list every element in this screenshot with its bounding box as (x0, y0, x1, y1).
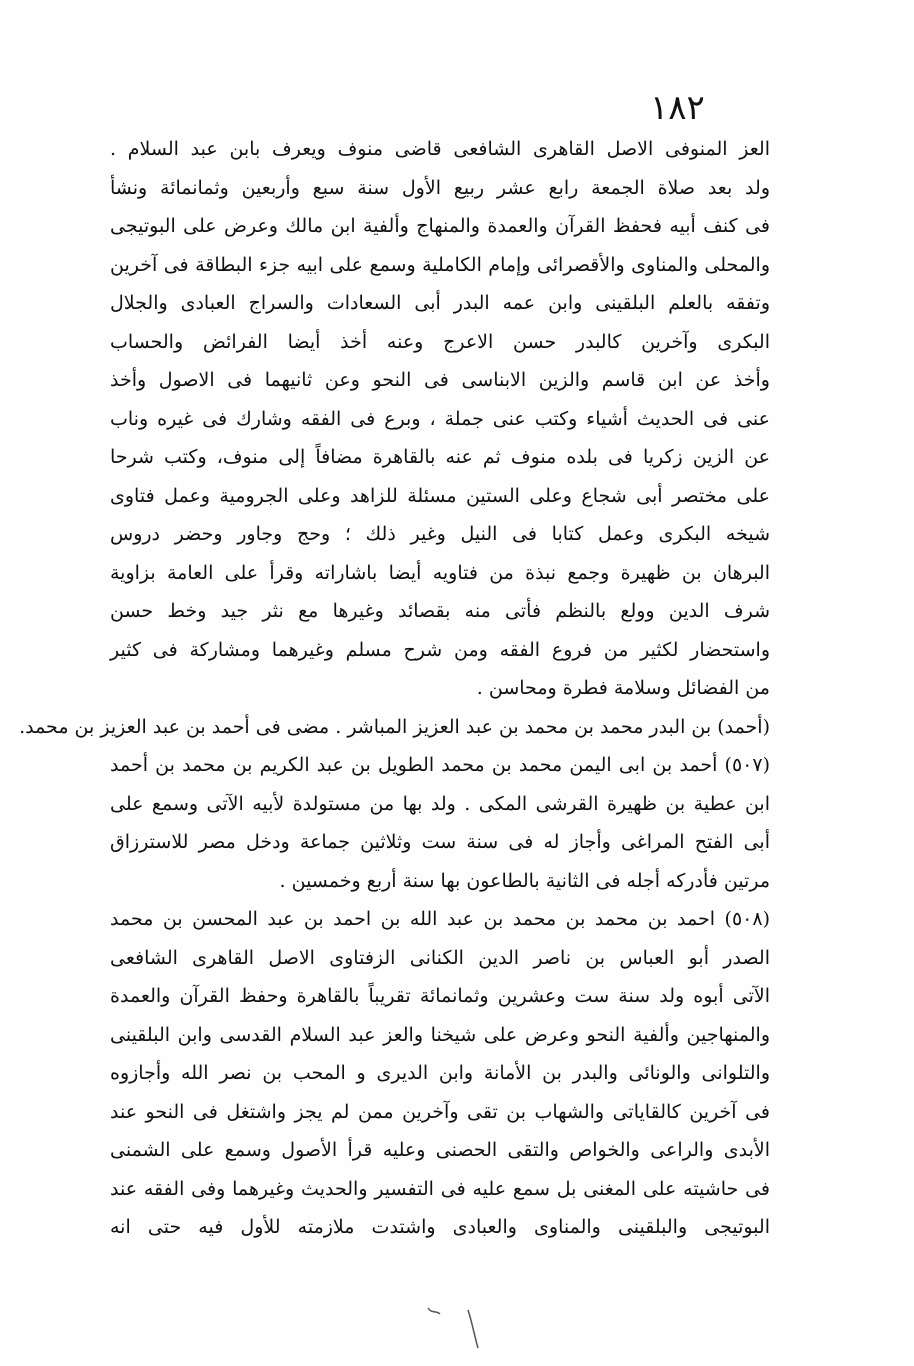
text-line: البوتيجى والبلقينى والمناوى والعبادى واشتدت ملازمته للأول فيه حتى انه (110, 1216, 770, 1238)
text-line: (٥٠٧) أحمد بن ابى اليمن محمد بن محمد الطويل بن عبد الكريم بن محمد بن أحمد (110, 754, 770, 776)
text-line: فى كنف أبيه فحفظ القرآن والعمدة والمنهاج وألفية ابن مالك وعرض على البوتيجى (110, 215, 770, 237)
text-line: عنى فى الحديث أشياء وكتب عنى جملة ، وبرع فى الفقه وشارك فى غيره وناب (110, 407, 770, 430)
text-line: عن الزين زكريا فى بلده منوف ثم عنه بالقاهرة مضافاً إلى منوف، وكتب شرحا (110, 446, 770, 468)
text-line: فى حاشيته على المغنى بل سمع عليه فى التفسير والحديث وغيرهما وفى الفقه عند (110, 1177, 770, 1200)
scan-pen-mark (420, 1300, 480, 1350)
text-line: من الفضائل وسلامة فطرة ومحاسن . (476, 677, 770, 699)
text-line: وتفقه بالعلم البلقينى وابن عمه البدر أبى السعادات والسراج العبادى والجلال (110, 292, 770, 314)
text-line: البكرى وآخرين كالبدر حسن الاعرج وعنه أخذ أيضا الفرائض والحساب (110, 330, 770, 353)
body-text (19, 130, 770, 1247)
text-line: فى آخرين كالقاياتى والشهاب بن تقى وآخرين ممن لم يجز واشتغل فى النحو عند (110, 1100, 770, 1123)
text-line: ولد بعد صلاة الجمعة رابع عشر ربيع الأول سنة سبع وأربعين وثمانمائة ونشأ (110, 176, 770, 199)
text-line: ابن عطية بن ظهيرة القرشى المكى . ولد بها من مستولدة لأبيه الآتى وسمع على (110, 792, 770, 815)
page-number: ١٨٢ (650, 88, 705, 128)
text-line: البرهان بن ظهيرة وجمع نبذة من فتاويه أيضا باشاراته وقرأ على العامة بزاوية (110, 561, 770, 584)
text-line: مرتين فأدركه أجله فى الثانية بالطاعون بها سنة أربع وخمسين . (279, 869, 770, 892)
text-line: العز المنوفى الاصل القاهرى الشافعى قاضى منوف ويعرف بابن عبد السلام . (110, 138, 770, 160)
text-line: والمنهاجين وألفية النحو وعرض على شيخنا والعز عبد السلام القدسى وابن البلقينى (110, 1023, 770, 1046)
text-line: الصدر أبو العباس بن ناصر الدين الكنانى الزفتاوى الاصل القاهرى الشافعى (110, 946, 770, 969)
text-line: على مختصر أبى شجاع وعلى الستين مسئلة للزاهد وعلى الجرومية وعمل فتاوى (110, 484, 770, 507)
text-line: (٥٠٨) احمد بن محمد بن محمد بن عبد الله بن احمد بن عبد المحسن بن محمد (110, 908, 770, 930)
text-line: وأخذ عن ابن قاسم والزين الابناسى فى النحو وعن ثانيهما فى الاصول وأخذ (110, 369, 770, 391)
text-line: الأبدى والراعى والخواص والتقى الحصنى وعليه قرأ الأصول وسمع على الشمنى (110, 1139, 770, 1161)
text-line: الآتى أبوه ولد سنة ست وعشرين وثمانمائة تقريباً بالقاهرة وحفظ القرآن والعمدة (110, 985, 770, 1007)
text-line: والتلوانى والونائى والبدر بن الأمانة وابن الديرى و المحب بن نصر الله وأجازوه (110, 1062, 770, 1084)
text-line: شرف الدين وولع بالنظم فأتى منه بقصائد وغيرها مع نثر جيد وخط حسن (110, 600, 770, 622)
text-line: (أحمد) بن البدر محمد بن محمد بن عبد العزيز المباشر . مضى فى أحمد بن عبد العزيز بن محمد. (19, 715, 770, 738)
text-line: شيخه البكرى وعمل كتابا فى النيل وغير ذلك ؛ وحج وجاور وحضر دروس (110, 523, 770, 545)
text-line: أبى الفتح المراغى وأجاز له فى سنة ست وثلاثين جماعة ودخل مصر للاسترزاق (110, 831, 770, 853)
text-line: واستحضار لكثير من فروع الفقه ومن شرح مسلم وغيرهما ومشاركة فى كثير (110, 638, 770, 661)
text-line: والمحلى والمناوى والأقصرائى وإمام الكاملية وسمع على ابيه جزء البطاقة فى آخرين (110, 253, 770, 276)
